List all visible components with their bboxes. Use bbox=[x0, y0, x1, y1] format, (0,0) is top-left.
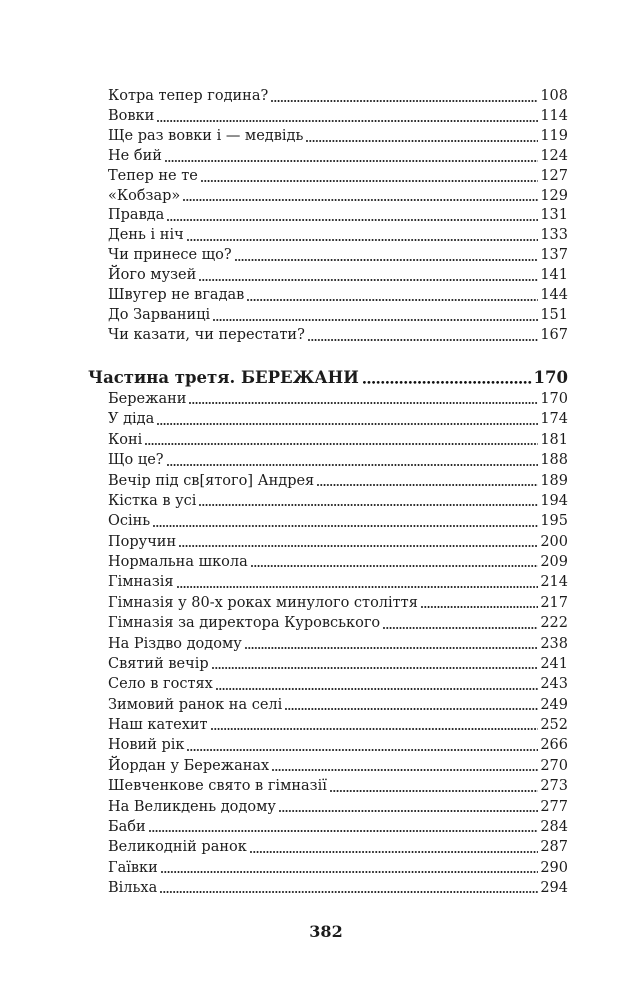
dot-leader bbox=[317, 484, 538, 486]
dot-leader bbox=[199, 279, 538, 281]
dot-leader bbox=[160, 891, 538, 893]
toc-entry-page: 170 bbox=[540, 391, 568, 407]
dot-leader bbox=[201, 180, 538, 182]
dot-leader bbox=[211, 728, 539, 730]
toc-entry bbox=[108, 776, 568, 796]
toc-entry bbox=[108, 107, 568, 127]
toc-entry-title: Гімназія у 80-х роках минулого століття bbox=[108, 594, 418, 611]
toc-entry bbox=[108, 187, 568, 207]
toc-entry bbox=[108, 167, 568, 187]
toc-entry-title: Гімназія за директора Куровського bbox=[108, 615, 381, 632]
toc-entry-page: 167 bbox=[540, 326, 568, 343]
toc-entry-page: 249 bbox=[540, 696, 568, 713]
dot-leader bbox=[189, 402, 538, 404]
toc-entry-title: День і ніч bbox=[108, 227, 184, 244]
toc-entry-title: У діда bbox=[108, 411, 155, 428]
toc-entry bbox=[108, 878, 568, 898]
toc-entry-title: Правда bbox=[108, 207, 165, 224]
toc-entry-page: 238 bbox=[540, 635, 568, 652]
dot-leader bbox=[187, 749, 538, 751]
toc-entry-page: 174 bbox=[540, 411, 568, 428]
toc-entry-title: Шевченкове свято в гімназії bbox=[108, 778, 327, 795]
toc-entry bbox=[108, 409, 568, 429]
dot-leader bbox=[157, 120, 538, 122]
toc-entry-title: Його музей bbox=[108, 267, 197, 284]
toc-entry-title: Чи казати, чи перестати? bbox=[108, 326, 305, 343]
toc-entry bbox=[108, 634, 568, 654]
toc-entry bbox=[108, 674, 568, 694]
toc-entry bbox=[108, 147, 568, 167]
toc-entry bbox=[108, 654, 568, 674]
toc-entry-page: 217 bbox=[540, 594, 568, 611]
toc-entry-page: 129 bbox=[540, 187, 568, 204]
dot-leader bbox=[247, 299, 538, 301]
toc-entry-page: 151 bbox=[540, 306, 568, 323]
toc-entry-title: На Великдень додому bbox=[108, 798, 276, 815]
toc-entry bbox=[108, 226, 568, 246]
toc-entry-page: 189 bbox=[540, 472, 568, 489]
toc-entry-title: Зимовий ранок на селі bbox=[108, 696, 283, 713]
toc-entry bbox=[108, 389, 568, 409]
dot-leader bbox=[308, 339, 538, 341]
toc-entry-page: 214 bbox=[540, 574, 568, 591]
dot-leader bbox=[330, 790, 538, 792]
dot-leader bbox=[212, 667, 539, 669]
toc-entry-page: 195 bbox=[540, 513, 568, 530]
toc-entry-title: Швугер не вгадав bbox=[108, 287, 245, 304]
part-heading-title: Частина третя. БЕРЕЖАНИ bbox=[88, 368, 359, 387]
dot-leader bbox=[187, 239, 539, 241]
toc-entry-title: Чи принесе що? bbox=[108, 247, 232, 264]
toc-entry bbox=[108, 206, 568, 226]
page-number: 382 bbox=[309, 922, 343, 941]
toc-entry bbox=[108, 613, 568, 633]
dot-leader bbox=[285, 708, 538, 710]
toc-entry-page: 284 bbox=[540, 818, 568, 835]
toc-entry bbox=[108, 552, 568, 572]
toc-entry-title: Бережани bbox=[108, 391, 187, 407]
toc-entry-title: Святий вечір bbox=[108, 655, 209, 672]
toc-entry bbox=[108, 491, 568, 511]
toc-entry bbox=[108, 572, 568, 592]
toc-entry-page: 194 bbox=[540, 492, 568, 509]
dot-leader bbox=[250, 851, 539, 853]
dot-leader bbox=[167, 464, 539, 466]
toc-entry-page: 241 bbox=[540, 655, 568, 672]
toc-list-after bbox=[108, 389, 568, 898]
dot-leader bbox=[213, 319, 538, 321]
toc-entry-title: Наш катехит bbox=[108, 717, 208, 733]
toc-entry-page: 119 bbox=[540, 127, 568, 144]
toc-entry-title: Кістка в усі bbox=[108, 492, 197, 509]
dot-leader bbox=[167, 219, 538, 221]
toc-entry-page: 222 bbox=[540, 615, 568, 632]
dot-leader bbox=[179, 545, 538, 547]
dot-leader bbox=[251, 565, 539, 567]
toc-entry-page: 270 bbox=[540, 757, 568, 774]
dot-leader bbox=[271, 100, 538, 102]
dot-leader bbox=[165, 160, 538, 162]
toc-entry-title: Поручин bbox=[108, 533, 177, 550]
toc-entry-title: Нормальна школа bbox=[108, 554, 248, 570]
toc-entry-page: 188 bbox=[540, 452, 568, 469]
toc-entry-title: Гімназія bbox=[108, 574, 174, 591]
toc-entry bbox=[108, 286, 568, 306]
dot-leader bbox=[145, 443, 538, 445]
toc-entry-title: Ще раз вовки і — медвідь bbox=[108, 127, 304, 144]
toc-entry bbox=[108, 471, 568, 491]
toc-entry-title: Новий рік bbox=[108, 737, 185, 754]
dot-leader bbox=[421, 606, 538, 608]
toc-entry-page: 266 bbox=[540, 737, 568, 754]
dot-leader bbox=[279, 810, 538, 812]
toc-entry-page: 108 bbox=[540, 87, 568, 104]
toc-entry-title: Котра тепер година? bbox=[108, 87, 269, 104]
toc-entry-title: На Різдво додому bbox=[108, 635, 242, 652]
toc-entry-title: Великодній ранок bbox=[108, 839, 247, 856]
dot-leader bbox=[153, 525, 538, 527]
dot-leader bbox=[306, 140, 538, 142]
toc-entry-page: 131 bbox=[540, 207, 568, 224]
toc-list-before bbox=[108, 87, 568, 346]
dot-leader bbox=[216, 688, 539, 690]
dot-leader bbox=[245, 647, 539, 649]
toc-entry bbox=[108, 246, 568, 266]
toc-entry-title: Осінь bbox=[108, 513, 151, 530]
toc-entry bbox=[108, 127, 568, 147]
toc-entry-page: 277 bbox=[540, 798, 568, 815]
part-heading bbox=[88, 366, 568, 390]
toc-entry-page: 252 bbox=[540, 717, 568, 733]
dot-leader bbox=[383, 627, 538, 629]
dot-leader bbox=[183, 199, 538, 201]
toc-entry bbox=[108, 511, 568, 531]
toc-entry-title: Село в гостях bbox=[108, 676, 213, 693]
toc-entry bbox=[108, 695, 568, 715]
toc-entry-page: 200 bbox=[540, 533, 568, 550]
toc-entry-title: Вечір під св[ятого] Андрея bbox=[108, 472, 315, 489]
toc-entry-page: 287 bbox=[540, 839, 568, 856]
part-heading-page: 170 bbox=[533, 368, 568, 387]
toc-entry-page: 133 bbox=[540, 227, 568, 244]
toc-entry bbox=[108, 326, 568, 346]
toc-entry-page: 127 bbox=[540, 167, 568, 184]
toc-entry bbox=[108, 837, 568, 857]
toc-entry-title: До Зарваниці bbox=[108, 306, 211, 323]
toc-entry-title: Тепер не те bbox=[108, 167, 198, 184]
toc-entry-title: Не бий bbox=[108, 147, 162, 164]
toc-entry-page: 137 bbox=[540, 247, 568, 264]
dot-leader bbox=[272, 769, 538, 771]
toc-entry-title: Гаївки bbox=[108, 859, 158, 876]
toc-entry bbox=[108, 532, 568, 552]
toc-entry-title: Баби bbox=[108, 818, 146, 835]
toc-entry-page: 290 bbox=[540, 859, 568, 876]
dot-leader bbox=[161, 871, 539, 873]
toc-entry-title: Вільха bbox=[108, 880, 158, 896]
toc-entry-page: 114 bbox=[540, 107, 568, 124]
dot-leader bbox=[149, 830, 539, 832]
toc-entry-page: 243 bbox=[540, 676, 568, 693]
toc-entry bbox=[108, 450, 568, 470]
toc-entry-page: 124 bbox=[540, 147, 568, 164]
toc-entry bbox=[108, 817, 568, 837]
toc-entry bbox=[108, 593, 568, 613]
toc-entry-title: Йордан у Бережанах bbox=[108, 757, 270, 774]
toc-entry bbox=[108, 756, 568, 776]
toc-entry bbox=[108, 266, 568, 286]
toc-entry-title: Що це? bbox=[108, 452, 164, 469]
toc-entry-page: 144 bbox=[540, 287, 568, 304]
toc-entry bbox=[108, 797, 568, 817]
toc-entry-title: Вовки bbox=[108, 107, 155, 124]
toc-entry bbox=[108, 430, 568, 450]
dot-leader bbox=[363, 381, 532, 384]
toc-entry-page: 141 bbox=[540, 267, 568, 284]
dot-leader bbox=[199, 504, 538, 506]
toc-entry-page: 209 bbox=[540, 554, 568, 570]
toc-entry-page: 294 bbox=[540, 880, 568, 896]
dot-leader bbox=[177, 586, 539, 588]
dot-leader bbox=[157, 423, 538, 425]
toc-entry-title: «Кобзар» bbox=[108, 187, 181, 204]
toc-entry bbox=[108, 87, 568, 107]
toc-entry-page: 181 bbox=[540, 431, 568, 448]
toc-entry bbox=[108, 715, 568, 735]
toc-entry-title: Коні bbox=[108, 431, 143, 448]
dot-leader bbox=[235, 259, 539, 261]
toc-entry-page: 273 bbox=[540, 778, 568, 795]
toc-entry bbox=[108, 858, 568, 878]
toc-entry bbox=[108, 306, 568, 326]
toc-entry bbox=[108, 735, 568, 755]
